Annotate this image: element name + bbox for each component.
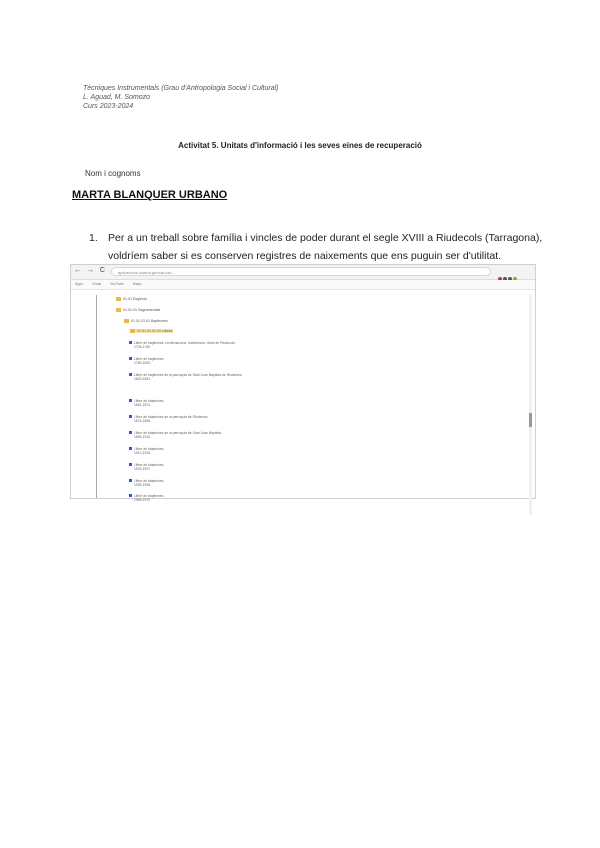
name-label: Nom i cognoms — [85, 169, 141, 178]
embedded-screenshot — [70, 264, 536, 502]
tree-node: 01.01 Església — [116, 297, 147, 301]
tree-node: 01.01.01 Sagramentals — [116, 308, 160, 312]
tree-node: 01.01.01.01 Baptismes — [124, 319, 168, 323]
extension-icons — [498, 268, 528, 276]
bookmark-item: Maps — [132, 282, 142, 286]
bookmark-item: YouTube — [110, 282, 124, 286]
document-icon — [129, 357, 132, 360]
question-number: 1. — [89, 232, 98, 244]
bookmark-item: Apps — [75, 282, 83, 286]
activity-title: Activitat 5. Unitats d'informació i les seves eines de recuperació — [178, 141, 422, 150]
course-year: Curs 2023-2024 — [83, 103, 134, 110]
document-icon — [129, 399, 132, 402]
record-item: Llibre de baptismes de la parròquia de Riudecols 1874-1896 — [134, 415, 208, 423]
browser-nav-icons: ← → C — [74, 267, 107, 274]
record-item: Llibre de baptismes 1910-1925 — [134, 447, 163, 455]
tree-node-selected: 01.01.01.01.01 Llibres — [130, 329, 173, 333]
record-item: Llibre de baptismes 1925-1937 — [134, 463, 163, 471]
record-item: Llibre de baptismes de la parròquia de Sant Joan Baptista 1896-1910 — [134, 431, 221, 439]
folder-icon — [116, 297, 121, 301]
folder-icon — [116, 308, 121, 312]
record-item: Llibre de baptismes de la parròquia de Sant Joan Baptista de Riudecols 1820-1851 — [134, 373, 242, 381]
tree-view — [71, 291, 535, 502]
document-icon — [129, 479, 132, 482]
document-icon — [129, 373, 132, 376]
student-name: MARTA BLANQUER URBANO — [72, 189, 228, 201]
question-text: Per a un treball sobre família i vincles de poder durant el segle XVIII a Riudecols (Tarragona), voldríem saber si es conserven registres de naixements que ens puguin ser d'utilitat. — [108, 232, 543, 262]
course-header — [83, 84, 278, 111]
address-bar: aplicacions.cultura.gencat.cat/... — [111, 267, 491, 276]
document-icon — [129, 431, 132, 434]
course-title: Tècniques Instrumentals (Grau d'Antropologia Social i Cultural) — [83, 85, 279, 92]
bookmarks-bar — [71, 280, 535, 290]
record-item: Llibre de baptismes 1955-1970 — [134, 494, 163, 502]
record-item: Llibre de baptismes 1939-1955 — [134, 479, 163, 487]
document-icon — [129, 415, 132, 418]
scroll-thumb — [529, 413, 532, 427]
tree-line — [96, 295, 97, 498]
document-icon — [129, 494, 132, 497]
bookmark-item: Gmail — [91, 282, 102, 286]
folder-icon — [124, 319, 129, 323]
folder-icon — [130, 329, 135, 333]
record-item: Llibre de baptismes, confirmacions, matrimonis i òbits de Riudecols 1726-1780 — [134, 341, 235, 349]
document-icon — [129, 341, 132, 344]
record-item: Llibre de baptismes 1780-1820 — [134, 357, 163, 365]
record-item: Llibre de baptismes 1851-1874 — [134, 399, 163, 407]
document-icon — [129, 463, 132, 466]
scrollbar — [529, 295, 532, 515]
document-icon — [129, 447, 132, 450]
browser-toolbar — [71, 265, 535, 280]
course-authors: L. Aguad, M. Somozo — [83, 94, 151, 101]
